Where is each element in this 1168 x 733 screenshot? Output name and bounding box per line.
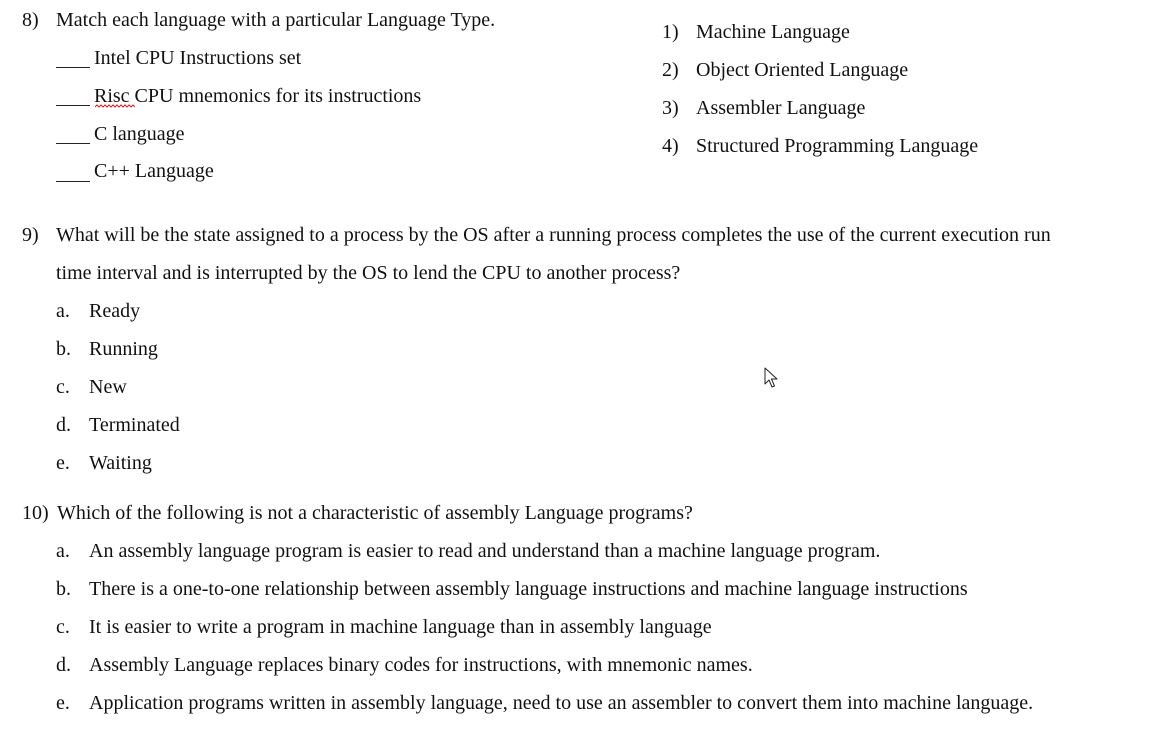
match-item-2: Risc CPU mnemonics for its instructions: [94, 85, 422, 107]
option-label-2: Object Oriented Language: [696, 59, 909, 81]
choice-text: There is a one-to-one relationship between assembly language instructions and machine language instructions: [89, 578, 968, 600]
match-item-1: Intel CPU Instructions set: [94, 47, 302, 69]
choice-letter: c.: [56, 376, 70, 398]
question-8-number: 8): [22, 9, 39, 31]
match-item-4: C++ Language: [94, 160, 214, 182]
choice-letter: c.: [56, 616, 70, 638]
option-number-4: 4): [662, 135, 679, 157]
question-9-number: 9): [22, 224, 39, 246]
choice-letter: d.: [56, 654, 71, 676]
answer-blank-4[interactable]: [56, 181, 90, 182]
option-number-1: 1): [662, 21, 679, 43]
choice-text: Waiting: [89, 452, 152, 474]
question-9-prompt-line-2: time interval and is interrupted by the OS to lend the CPU to another process?: [56, 262, 681, 284]
answer-blank-1[interactable]: [56, 67, 90, 68]
option-label-4: Structured Programming Language: [696, 135, 979, 157]
answer-blank-3[interactable]: [56, 143, 90, 144]
choice-letter: b.: [56, 338, 71, 360]
choice-text: An assembly language program is easier to read and understand than a machine language program.: [89, 540, 881, 562]
choice-letter: d.: [56, 414, 71, 436]
option-label-1: Machine Language: [696, 21, 850, 43]
choice-text: It is easier to write a program in machine language than in assembly language: [89, 616, 712, 638]
choice-letter: e.: [56, 692, 70, 714]
option-number-3: 3): [662, 97, 679, 119]
match-item-3: C language: [94, 123, 185, 145]
option-number-2: 2): [662, 59, 679, 81]
question-8-prompt: Match each language with a particular Language Type.: [56, 9, 496, 31]
mouse-pointer-icon: [764, 367, 778, 389]
choice-text: Ready: [89, 300, 141, 322]
choice-text: New: [89, 376, 127, 398]
choice-text: Terminated: [89, 414, 180, 436]
question-9-prompt-line-1: What will be the state assigned to a process by the OS after a running process completes the use of the current execution run: [56, 224, 1051, 246]
answer-blank-2[interactable]: [56, 105, 90, 106]
choice-text: Application programs written in assembly language, need to use an assembler to convert them into machine language.: [89, 692, 1034, 714]
choice-text: Assembly Language replaces binary codes for instructions, with mnemonic names.: [89, 654, 753, 676]
choice-text: Running: [89, 338, 158, 360]
question-10-prompt: Which of the following is not a characteristic of assembly Language programs?: [57, 502, 693, 524]
option-label-3: Assembler Language: [696, 97, 866, 119]
choice-letter: a.: [56, 300, 70, 322]
question-10-number: 10): [22, 502, 49, 524]
spellcheck-underline: [95, 104, 135, 108]
choice-letter: e.: [56, 452, 70, 474]
choice-letter: b.: [56, 578, 71, 600]
choice-letter: a.: [56, 540, 70, 562]
